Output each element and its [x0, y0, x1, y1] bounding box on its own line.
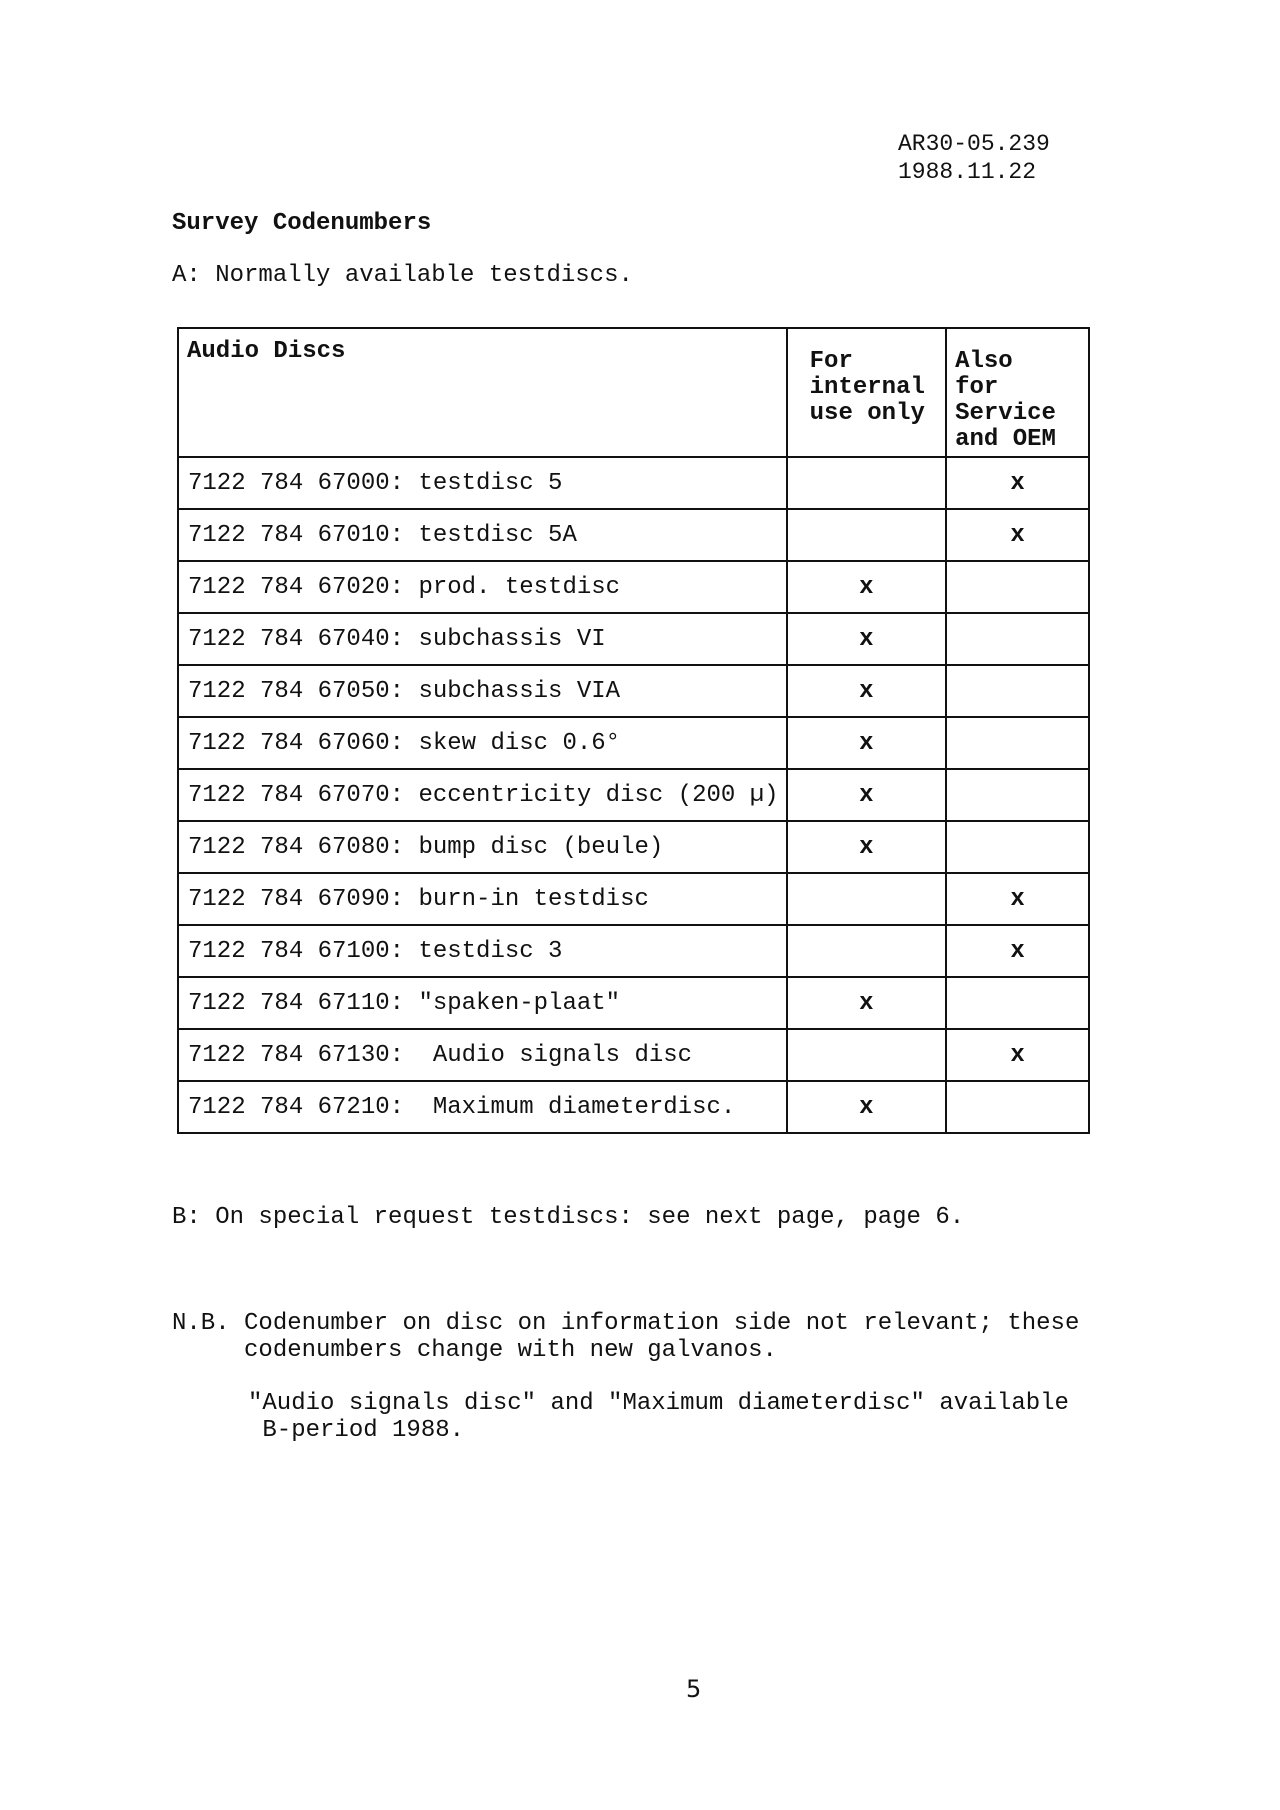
service-oem-cell	[946, 613, 1089, 665]
table-row	[178, 925, 1089, 977]
disc-name-cell: 7122 784 67210: Maximum diameterdisc.	[178, 1081, 787, 1133]
disc-name-cell: 7122 784 67070: eccentricity disc (200 µ)	[178, 769, 787, 821]
service-oem-cell: x	[946, 509, 1089, 561]
service-oem-cell	[946, 1081, 1089, 1133]
column-header-service-oem	[946, 328, 1089, 457]
page-number: 5	[686, 1675, 702, 1703]
section-a-heading: A: Normally available testdiscs.	[172, 262, 633, 289]
note-line: B-period 1988.	[248, 1417, 465, 1444]
disc-name-cell: 7122 784 67090: burn-in testdisc	[178, 873, 787, 925]
table-row	[178, 457, 1089, 509]
table-row	[178, 821, 1089, 873]
doc-date: 1988.11.22	[898, 159, 1037, 185]
table-row	[178, 769, 1089, 821]
service-oem-cell: x	[946, 1029, 1089, 1081]
page-title: Survey Codenumbers	[172, 210, 432, 237]
disc-name-cell: 7122 784 67020: prod. testdisc	[178, 561, 787, 613]
disc-name-cell: 7122 784 67110: "spaken-plaat"	[178, 977, 787, 1029]
internal-use-cell: x	[787, 1081, 946, 1133]
disc-name-cell: 7122 784 67040: subchassis VI	[178, 613, 787, 665]
column-header-audio-discs	[178, 328, 787, 457]
internal-use-cell: x	[787, 717, 946, 769]
service-oem-cell	[946, 977, 1089, 1029]
table-row	[178, 1081, 1089, 1133]
disc-name-cell: 7122 784 67130: Audio signals disc	[178, 1029, 787, 1081]
section-b-text: B: On special request testdiscs: see next page, page 6.	[172, 1204, 965, 1231]
service-oem-cell	[946, 821, 1089, 873]
service-oem-cell: x	[946, 873, 1089, 925]
table-row	[178, 873, 1089, 925]
table-row	[178, 977, 1089, 1029]
internal-use-cell	[787, 1029, 946, 1081]
column-header-label: Audio Discs	[187, 338, 346, 365]
service-oem-cell	[946, 665, 1089, 717]
note-nb	[172, 1310, 1079, 1364]
internal-use-cell: x	[787, 769, 946, 821]
disc-name-cell: 7122 784 67050: subchassis VIA	[178, 665, 787, 717]
table-row	[178, 613, 1089, 665]
service-oem-cell	[946, 717, 1089, 769]
table-row	[178, 509, 1089, 561]
internal-use-cell: x	[787, 977, 946, 1029]
disc-name-cell: 7122 784 67010: testdisc 5A	[178, 509, 787, 561]
note-availability	[248, 1390, 1069, 1444]
disc-name-cell: 7122 784 67060: skew disc 0.6°	[178, 717, 787, 769]
table-row	[178, 665, 1089, 717]
table-row	[178, 1029, 1089, 1081]
internal-use-cell: x	[787, 665, 946, 717]
internal-use-cell	[787, 873, 946, 925]
internal-use-cell: x	[787, 561, 946, 613]
disc-name-cell: 7122 784 67100: testdisc 3	[178, 925, 787, 977]
note-line: "Audio signals disc" and "Maximum diameterdisc" available	[248, 1390, 1069, 1417]
testdisc-table	[177, 327, 1090, 1134]
doc-number: AR30-05.239	[898, 131, 1050, 157]
column-header-internal	[787, 328, 946, 457]
service-oem-cell	[946, 561, 1089, 613]
disc-name-cell: 7122 784 67080: bump disc (beule)	[178, 821, 787, 873]
column-header-label: For internal use only	[809, 348, 925, 427]
table-row	[178, 561, 1089, 613]
internal-use-cell: x	[787, 613, 946, 665]
disc-name-cell: 7122 784 67000: testdisc 5	[178, 457, 787, 509]
internal-use-cell: x	[787, 821, 946, 873]
service-oem-cell: x	[946, 457, 1089, 509]
table-header-row	[178, 328, 1089, 457]
note-line: codenumbers change with new galvanos.	[172, 1337, 777, 1364]
document-reference	[898, 130, 1050, 186]
table-row	[178, 717, 1089, 769]
internal-use-cell	[787, 509, 946, 561]
internal-use-cell	[787, 925, 946, 977]
service-oem-cell: x	[946, 925, 1089, 977]
column-header-label: Also for Service and OEM	[955, 348, 1056, 453]
note-line: N.B. Codenumber on disc on information side not relevant; these	[172, 1310, 1080, 1337]
internal-use-cell	[787, 457, 946, 509]
service-oem-cell	[946, 769, 1089, 821]
